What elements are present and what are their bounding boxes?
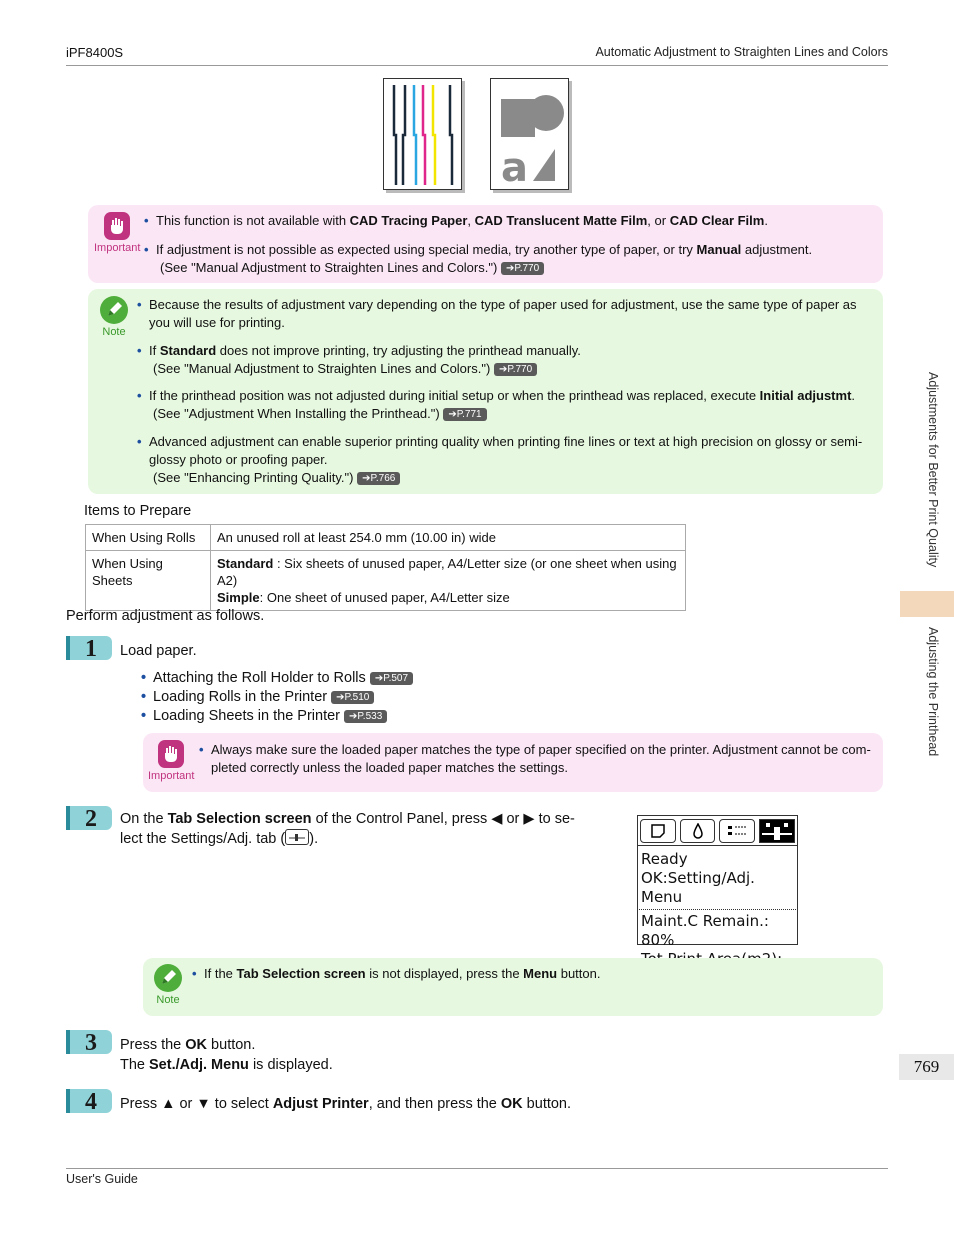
page-ref-link[interactable]: ➔P.510 xyxy=(331,691,374,704)
page-ref-link[interactable]: ➔P.507 xyxy=(370,672,413,685)
sidebar-subsection-title[interactable]: Adjusting the Printhead xyxy=(926,627,940,757)
important-badge xyxy=(148,740,194,782)
note-bullet: • If the Tab Selection screen is not displayed, press the Menu button. xyxy=(192,966,601,981)
page-ref-link[interactable]: ➔P.533 xyxy=(344,710,387,723)
important-bullet-2: • If adjustment is not possible as expected using special media, try another type of paper, or try Manual adjustment. (See "Manual Adjustment to Straighten Lines and Colors.") ➔P.770 xyxy=(144,242,813,275)
link-item[interactable]: • Attaching the Roll Holder to Rolls ➔P.507 xyxy=(153,669,413,687)
page-ref-link[interactable]: ➔P.766 xyxy=(357,472,400,485)
left-arrow-icon: ◀ xyxy=(491,811,503,827)
page-number: 769 xyxy=(899,1054,954,1080)
important-label: Important xyxy=(94,242,141,254)
step-1-text: Load paper. xyxy=(120,643,197,659)
pencil-note-icon xyxy=(154,964,182,992)
table-cell: When Using Rolls xyxy=(86,525,211,551)
tab-bar xyxy=(638,816,797,846)
step-2-text: On the Tab Selection screen of the Control Panel, press ◀ or ▶ to se- lect the Settings/Adj. tab ( ). xyxy=(120,811,575,847)
page-ref-link[interactable]: ➔P.771 xyxy=(443,408,486,421)
important-bullet-1: • This function is not available with CAD Tracing Paper, CAD Translucent Matte Film, or CAD Clear Film. xyxy=(144,213,768,228)
step-number-1: 1 xyxy=(66,636,112,660)
header-divider xyxy=(66,65,888,66)
note-badge xyxy=(92,296,136,338)
lcd-maint-cartridge: Maint.C Remain.: 80% xyxy=(641,912,769,949)
pencil-note-icon xyxy=(100,296,128,324)
note-bullet-1: • Because the results of adjustment vary depending on the type of paper used for adjustment, use the same type of paper as you will use for printing. xyxy=(137,297,857,330)
note-label: Note xyxy=(102,326,126,338)
page-ref-link[interactable]: ➔P.770 xyxy=(494,363,537,376)
note-bullet-3: • If the printhead position was not adjusted during initial setup or when the printhead was replaced, execute Initial adjustmt. (See "Adjustment When Installing the Printhead.") ➔P.771 xyxy=(137,388,856,421)
sidebar-marker xyxy=(900,591,954,617)
sidebar-chapter-title[interactable]: Adjustments for Better Print Quality xyxy=(926,372,940,568)
note-bullet-2: • If Standard does not improve printing, try adjusting the printhead manually. (See "Manual Adjustment to Straighten Lines and Colors.") ➔P.770 xyxy=(137,343,581,376)
hand-stop-icon xyxy=(158,740,184,768)
intro-text: Perform adjustment as follows. xyxy=(66,608,265,624)
table-row xyxy=(86,525,686,551)
color-test-figure xyxy=(490,78,569,190)
step-number-4: 4 xyxy=(66,1089,112,1113)
footer-guide-title: User's Guide xyxy=(66,1172,138,1186)
table-cell: Standard : Six sheets of unused paper, A4/Letter size (or one sheet when using A2) Simple: One sheet of unused paper, A4/Letter size xyxy=(211,551,686,611)
header-model: iPF8400S xyxy=(66,45,124,60)
right-arrow-icon: ▶ xyxy=(523,811,535,827)
important-label: Important xyxy=(148,770,195,782)
step-number-2: 2 xyxy=(66,806,112,830)
job-tab-icon[interactable] xyxy=(719,819,755,843)
lcd-status: Ready xyxy=(641,850,688,868)
footer-divider xyxy=(66,1168,888,1169)
important-bullet: • Always make sure the loaded paper matches the type of paper specified on the printer. Adjustment cannot be com- pleted correctly unless the loaded paper matches the settings. xyxy=(199,742,871,775)
down-arrow-icon: ▼ xyxy=(196,1096,211,1112)
settings-tab-icon xyxy=(285,829,309,845)
link-item[interactable]: • Loading Sheets in the Printer ➔P.533 xyxy=(153,707,387,725)
important-badge xyxy=(94,212,140,254)
hand-stop-icon xyxy=(104,212,130,240)
table-cell: When Using Sheets xyxy=(86,551,211,611)
settings-adj-tab-icon[interactable] xyxy=(759,819,795,843)
step-3-text: Press the OK button. The Set./Adj. Menu is displayed. xyxy=(120,1037,333,1073)
up-arrow-icon: ▲ xyxy=(161,1096,176,1112)
step-number-3: 3 xyxy=(66,1030,112,1054)
figure-letter: a xyxy=(501,145,528,191)
ink-tab-icon[interactable] xyxy=(680,819,716,843)
note-label: Note xyxy=(156,994,180,1006)
paper-tab-icon[interactable] xyxy=(640,819,676,843)
page-ref-link[interactable]: ➔P.770 xyxy=(501,262,544,275)
step-4-text: Press ▲ or ▼ to select Adjust Printer, and then press the OK button. xyxy=(120,1096,572,1112)
note-bullet-4: • Advanced adjustment can enable superior printing quality when printing fine lines or text at high precision on glossy or semi- glossy photo or proofing paper. (See "Enhancing Printing Quality.") ➔P.766 xyxy=(137,434,863,485)
prepare-table xyxy=(85,524,686,611)
line-test-figure xyxy=(383,78,462,190)
lcd-menu-hint: OK:Setting/Adj. Menu xyxy=(641,869,755,906)
control-panel-display xyxy=(637,815,798,949)
note-badge xyxy=(146,964,190,1006)
link-item[interactable]: • Loading Rolls in the Printer ➔P.510 xyxy=(153,688,374,706)
header-section-title: Automatic Adjustment to Straighten Lines and Colors xyxy=(595,45,888,59)
table-cell: An unused roll at least 254.0 mm (10.00 in) wide xyxy=(211,525,686,551)
table-row xyxy=(86,551,686,611)
prepare-title: Items to Prepare xyxy=(84,503,192,519)
